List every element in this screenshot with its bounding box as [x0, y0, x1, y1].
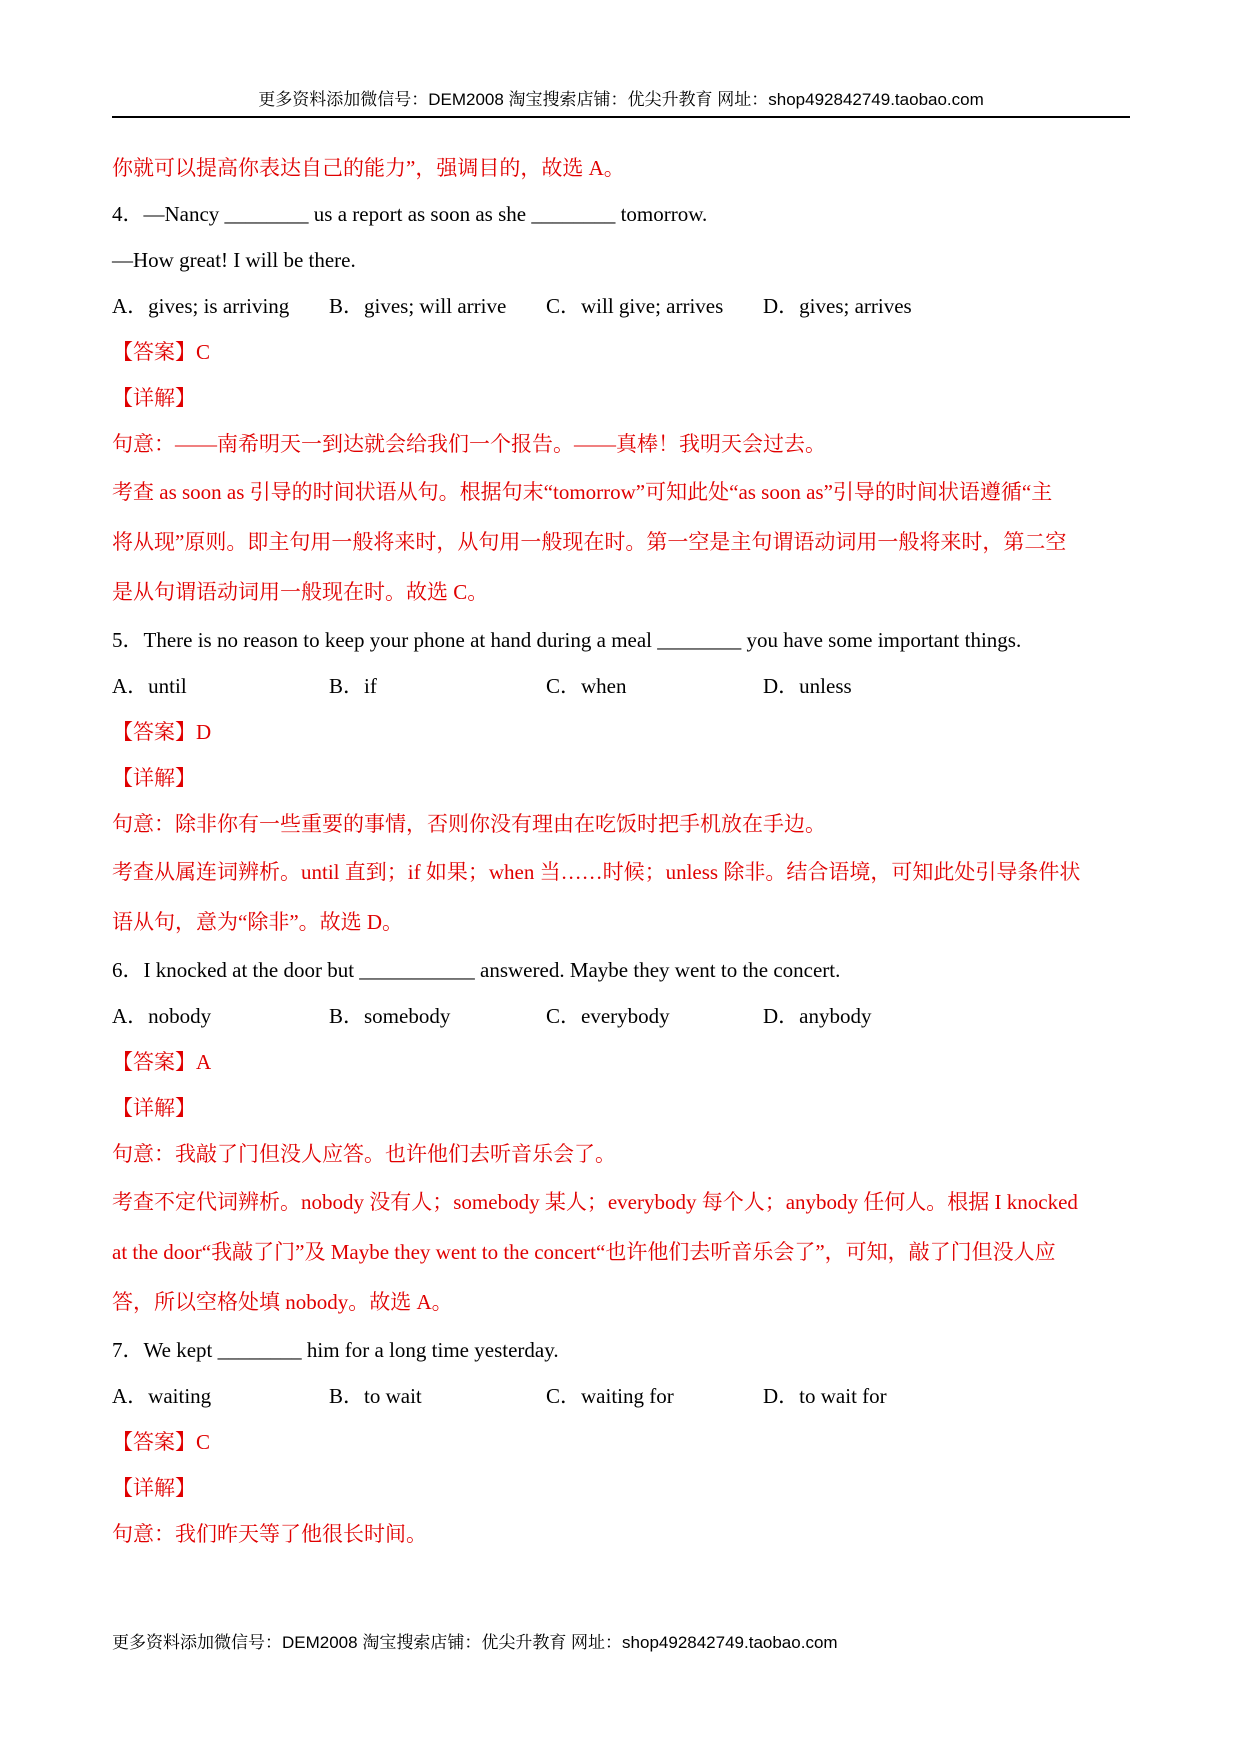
q4-detail-label: 【详解】 — [112, 386, 196, 410]
q6-explanation-line-2: at the door“我敲了门”及 Maybe they went to the concert“也许他们去听音乐会了”，可知，敲了门但没人应 — [112, 1240, 1056, 1264]
q7-answer: 【答案】C — [112, 1430, 211, 1454]
q5-explanation-line-1: 考查从属连词辨析。until 直到；if 如果；when 当……时候；unless 除非。结合语境，可知此处引导条件状 — [112, 860, 1081, 884]
q6-explanation-line-1: 考查不定代词辨析。nobody 没有人；somebody 某人；everybody 每个人；anybody 任何人。根据 I knocked — [112, 1190, 1078, 1214]
q4-option-c: C．will give; arrives — [546, 294, 724, 318]
q4-stem-reply: —How great! I will be there. — [112, 248, 356, 272]
q5-meaning: 句意：除非你有一些重要的事情，否则你没有理由在吃饭时把手机放在手边。 — [112, 812, 826, 836]
q4-option-d: D．gives; arrives — [763, 294, 912, 318]
q5-option-b: B．if — [329, 674, 377, 698]
q7-option-c: C．waiting for — [546, 1384, 674, 1408]
q6-stem: 6．I knocked at the door but ___________ answered. Maybe they went to the concert. — [112, 958, 841, 982]
q7-detail-label: 【详解】 — [112, 1476, 196, 1500]
q4-options — [112, 283, 1130, 329]
q5-detail-label: 【详解】 — [112, 766, 196, 790]
q4-option-a: A．gives; is arriving — [112, 294, 290, 318]
q5-option-c: C．when — [546, 674, 627, 698]
q5-option-d: D．unless — [763, 674, 852, 698]
q4-stem: 4．—Nancy ________ us a report as soon as she ________ tomorrow. — [112, 202, 708, 226]
q7-option-b: B．to wait — [329, 1384, 422, 1408]
q4-meaning: 句意：——南希明天一到达就会给我们一个报告。——真棒！我明天会过去。 — [112, 432, 826, 456]
q7-stem: 7．We kept ________ him for a long time yesterday. — [112, 1338, 559, 1362]
q6-explanation-line-3: 答，所以空格处填 nobody。故选 A。 — [112, 1290, 453, 1314]
q5-answer: 【答案】D — [112, 720, 212, 744]
q5-stem: 5．There is no reason to keep your phone at hand during a meal ________ you have some important things. — [112, 628, 1022, 652]
q6-answer: 【答案】A — [112, 1050, 212, 1074]
document-body — [112, 145, 1130, 1557]
q6-option-c: C．everybody — [546, 1004, 670, 1028]
page-footer: 更多资料添加微信号：DEM2008 淘宝搜索店铺：优尖升教育 网址：shop492842749.taobao.com — [112, 1633, 838, 1652]
q6-option-a: A．nobody — [112, 1004, 212, 1028]
q6-option-b: B．somebody — [329, 1004, 451, 1028]
q6-option-d: D．anybody — [763, 1004, 872, 1028]
q4-explanation-line-1: 考查 as soon as 引导的时间状语从句。根据句末“tomorrow”可知此处“as soon as”引导的时间状语遵循“主 — [112, 480, 1053, 504]
q6-detail-label: 【详解】 — [112, 1096, 196, 1120]
q4-explanation-line-3: 是从句谓语动词用一般现在时。故选 C。 — [112, 580, 489, 604]
previous-explanation-tail: 你就可以提高你表达自己的能力”，强调目的，故选 A。 — [112, 156, 625, 180]
q7-meaning: 句意：我们昨天等了他很长时间。 — [112, 1522, 427, 1546]
q5-options — [112, 663, 1130, 709]
q6-meaning: 句意：我敲了门但没人应答。也许他们去听音乐会了。 — [112, 1142, 616, 1166]
q4-explanation-line-2: 将从现”原则。即主句用一般将来时，从句用一般现在时。第一空是主句谓语动词用一般将来时，第二空 — [112, 530, 1067, 554]
q6-options — [112, 993, 1130, 1039]
page-header: 更多资料添加微信号：DEM2008 淘宝搜索店铺：优尖升教育 网址：shop492842749.taobao.com — [112, 84, 1130, 118]
q4-option-b: B．gives; will arrive — [329, 294, 507, 318]
q5-explanation-line-2: 语从句，意为“除非”。故选 D。 — [112, 910, 404, 934]
q5-option-a: A．until — [112, 674, 187, 698]
q4-answer: 【答案】C — [112, 340, 211, 364]
q7-option-a: A．waiting — [112, 1384, 212, 1408]
q7-options — [112, 1373, 1130, 1419]
q7-option-d: D．to wait for — [763, 1384, 887, 1408]
